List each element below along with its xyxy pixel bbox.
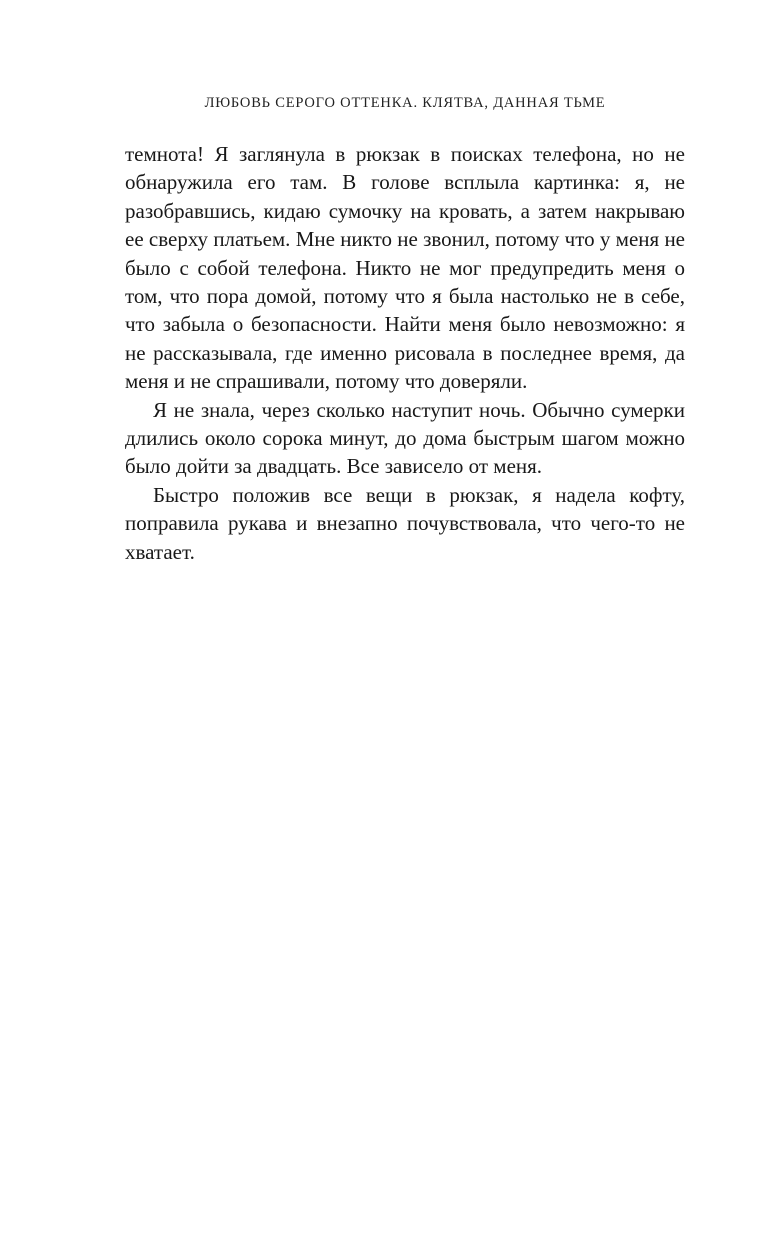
running-title: ЛЮБОВЬ СЕРОГО ОТТЕНКА. КЛЯТВА, ДАННАЯ ТЬМЕ xyxy=(204,95,606,111)
paragraph: Я не знала, через сколько наступит ночь. Обычно сумерки длились около сорока минут, до дома быстрым шагом можно было дойти за двадцать. Все зависело от меня. xyxy=(125,397,685,479)
body-text xyxy=(125,140,685,566)
paragraph: Быстро положив все вещи в рюкзак, я надела кофту, поправила рукава и внезапно почувствовала, что чего-то не хватает. xyxy=(125,482,685,564)
paragraph-continuation: темнота! Я заглянула в рюкзак в поисках телефона, но не обнаружила его там. В голове всплыла картинка: я, не разобравшись, кидаю сумочку на кровать, а затем накрываю ее сверху платьем. Мне никто не звонил, потому что у меня не было с собой телефона. Никто не мог предупредить меня о том, что пора домой, потому что я была настолько не в себе, что забыла о безопасности. Найти меня было невозможно: я не рассказывала, где именно рисовала в последнее время, да меня и не спрашивали, потому что доверяли. xyxy=(125,142,685,394)
